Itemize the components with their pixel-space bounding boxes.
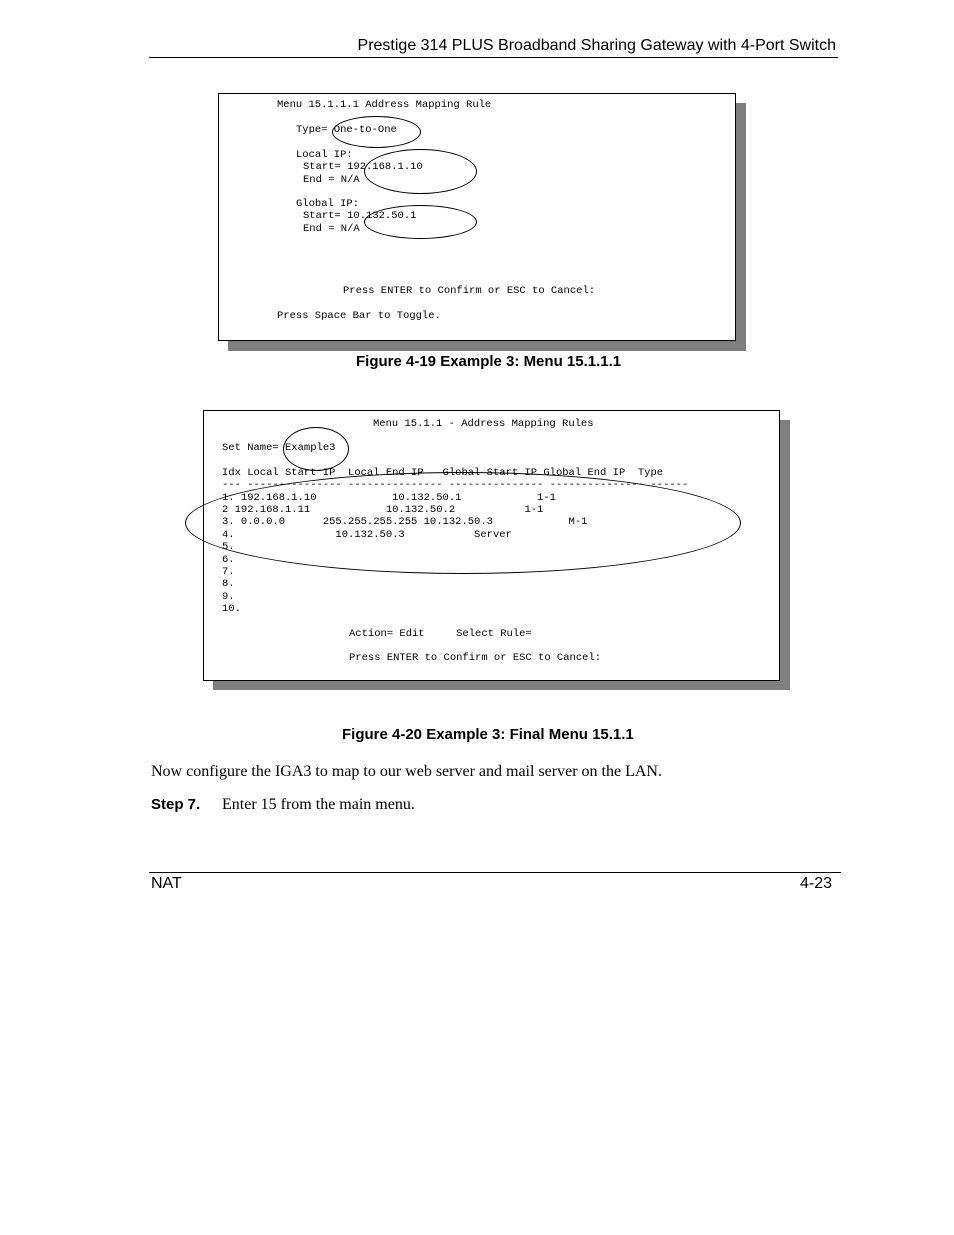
fig20-set-name: Set Name= Example3 xyxy=(222,442,336,454)
fig20-rule-row-5: 5. xyxy=(222,541,235,553)
fig20-rule-row-1: 1. 192.168.1.10 10.132.50.1 1-1 xyxy=(222,492,556,504)
fig20-rule-row-10: 10. xyxy=(222,603,241,615)
fig19-ellipse-type xyxy=(332,116,421,148)
fig20-rule-row-9: 9. xyxy=(222,591,235,603)
fig19-global-end: End = N/A xyxy=(303,223,360,235)
fig19-global-ip-label: Global IP: xyxy=(296,198,360,210)
figure-20-caption: Figure 4-20 Example 3: Final Menu 15.1.1 xyxy=(342,726,634,743)
fig19-confirm-prompt: Press ENTER to Confirm or ESC to Cancel: xyxy=(343,285,596,297)
fig19-type-line: Type= One-to-One xyxy=(296,124,397,136)
fig20-column-header: Idx Local Start IP Local End IP Global Start IP Global End IP Type xyxy=(222,467,664,479)
fig19-ellipse-global xyxy=(364,205,477,239)
fig20-rule-row-3: 3. 0.0.0.0 255.255.255.255 10.132.50.3 M-1 xyxy=(222,516,588,528)
fig19-global-start: Start= 10.132.50.1 xyxy=(303,210,417,222)
fig19-ellipse-local xyxy=(364,149,477,194)
fig19-local-end: End = N/A xyxy=(303,174,360,186)
fig20-ellipse-rules xyxy=(185,472,741,574)
body-paragraph: Now configure the IGA3 to map to our web server and mail server on the LAN. xyxy=(151,763,662,780)
footer-page-number: 4-23 xyxy=(799,875,832,892)
fig20-rule-row-2: 2 192.168.1.11 10.132.50.2 1-1 xyxy=(222,504,544,516)
fig20-rule-row-8: 8. xyxy=(222,578,235,590)
fig20-dashes: --- --------------- --------------- --------------- --------------- ------ xyxy=(222,479,689,491)
footer-section: NAT xyxy=(151,875,182,892)
header-rule xyxy=(149,57,838,58)
fig20-menu-title: Menu 15.1.1 - Address Mapping Rules xyxy=(373,418,594,430)
fig19-menu-title: Menu 15.1.1.1 Address Mapping Rule xyxy=(277,99,492,111)
step-text: Enter 15 from the main menu. xyxy=(222,796,415,813)
fig20-rule-row-7: 7. xyxy=(222,566,235,578)
fig20-confirm-prompt: Press ENTER to Confirm or ESC to Cancel: xyxy=(349,652,602,664)
page-header-title: Prestige 314 PLUS Broadband Sharing Gateway with 4-Port Switch xyxy=(357,37,836,54)
fig20-ellipse-set-name xyxy=(283,427,349,471)
fig20-rule-row-4: 4. 10.132.50.3 Server xyxy=(222,529,512,541)
fig19-toggle-hint: Press Space Bar to Toggle. xyxy=(277,310,441,322)
footer-rule xyxy=(149,872,841,873)
step-label: Step 7. xyxy=(151,796,201,813)
fig19-local-ip-label: Local IP: xyxy=(296,149,353,161)
fig20-action-line: Action= Edit Select Rule= xyxy=(349,628,532,640)
fig20-rule-row-6: 6. xyxy=(222,554,235,566)
figure-19-caption: Figure 4-19 Example 3: Menu 15.1.1.1 xyxy=(356,353,622,370)
fig19-local-start: Start= 192.168.1.10 xyxy=(303,161,423,173)
